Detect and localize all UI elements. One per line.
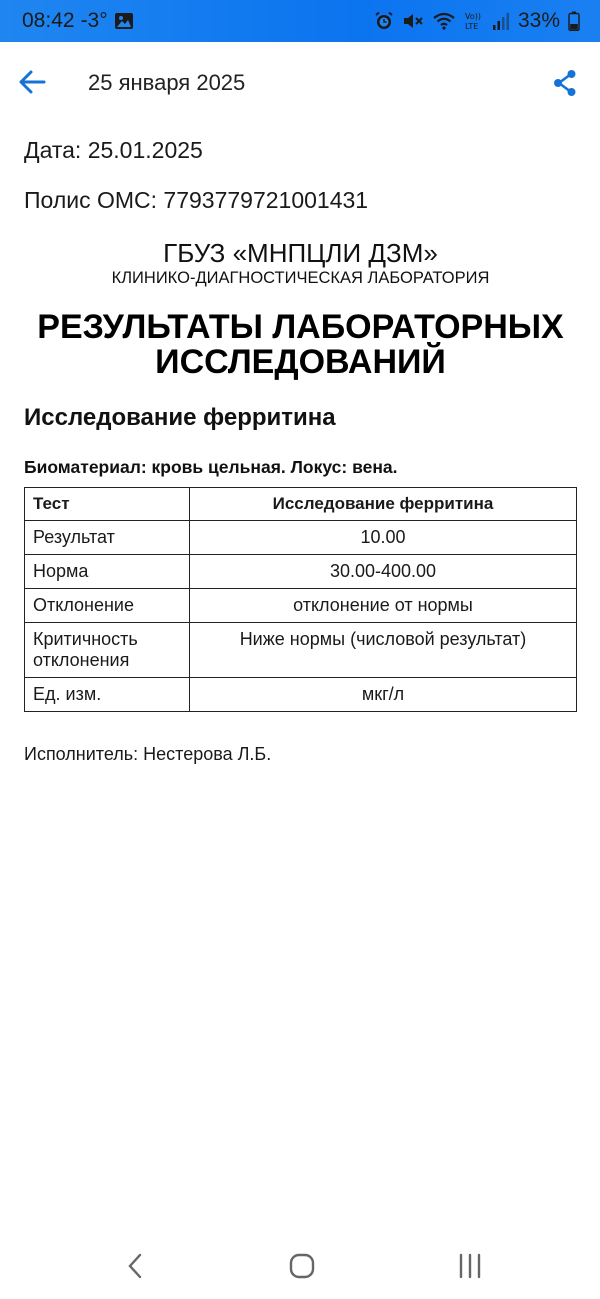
battery-icon: [568, 11, 580, 31]
table-row: [25, 678, 577, 712]
nav-recents-icon: [457, 1253, 483, 1279]
nav-recents-button[interactable]: [450, 1250, 490, 1282]
back-button[interactable]: [14, 64, 50, 100]
table-row: [25, 623, 577, 678]
table-header-test: Тест: [25, 488, 190, 521]
report-title-line1: РЕЗУЛЬТАТЫ ЛАБОРАТОРНЫХ: [37, 308, 564, 346]
table-cell-value: мкг/л: [190, 678, 577, 712]
table-cell-label: Отклонение: [25, 589, 190, 623]
app-bar: [0, 42, 600, 126]
table-cell-value: отклонение от нормы: [190, 589, 577, 623]
organization-name: ГБУЗ «МНПЦЛИ ДЗМ»: [163, 238, 438, 268]
volte-icon: [464, 10, 484, 32]
nav-back-button[interactable]: [115, 1250, 155, 1282]
executor-line: Исполнитель: Нестерова Л.Б.: [24, 744, 272, 764]
table-cell-label: Критичность отклонения: [25, 623, 190, 678]
page-title: 25 января 2025: [88, 70, 246, 95]
table-header-row: [25, 488, 577, 521]
results-table: [24, 487, 577, 712]
battery-percent: 33%: [517, 9, 560, 32]
svg-text:LTE: LTE: [464, 22, 479, 31]
share-icon: [552, 69, 578, 97]
table-cell-value: Ниже нормы (числовой результат): [190, 623, 577, 678]
status-temperature: -3°: [80, 9, 108, 32]
table-header-study: Исследование ферритина: [190, 488, 577, 521]
table-cell-label: Норма: [25, 555, 190, 589]
arrow-left-icon: [18, 69, 46, 95]
gallery-icon: [114, 12, 134, 30]
table-row: [25, 521, 577, 555]
table-cell-value: 30.00-400.00: [190, 555, 577, 589]
date-line: Дата: 25.01.2025: [24, 137, 203, 163]
wifi-icon: [432, 11, 456, 31]
nav-home-button[interactable]: [282, 1250, 322, 1282]
table-cell-label: Ед. изм.: [25, 678, 190, 712]
nav-home-icon: [289, 1253, 315, 1279]
alarm-icon: [374, 11, 394, 31]
report-title: [24, 310, 577, 380]
table-cell-label: Результат: [25, 521, 190, 555]
report-title-line2: ИССЛЕДОВАНИЙ: [155, 343, 446, 381]
table-row: [25, 589, 577, 623]
mute-icon: [402, 11, 424, 31]
biomaterial-line: Биоматериал: кровь цельная. Локус: вена.: [24, 457, 398, 477]
status-right: [374, 0, 580, 42]
signal-icon: [492, 11, 510, 31]
nav-back-icon: [126, 1252, 144, 1280]
status-bar: [0, 0, 600, 42]
policy-line: Полис ОМС: 7793779721001431: [24, 187, 369, 213]
status-time: 08:42: [22, 9, 75, 32]
system-nav-bar: [0, 1236, 600, 1294]
table-row: [25, 555, 577, 589]
share-button[interactable]: [550, 66, 580, 100]
table-cell-value: 10.00: [190, 521, 577, 555]
organization-subtitle: КЛИНИКО-ДИАГНОСТИЧЕСКАЯ ЛАБОРАТОРИЯ: [111, 269, 490, 287]
svg-text:Vo)): Vo)): [464, 12, 481, 21]
status-left: [22, 0, 134, 42]
section-title: Исследование ферритина: [24, 404, 336, 431]
